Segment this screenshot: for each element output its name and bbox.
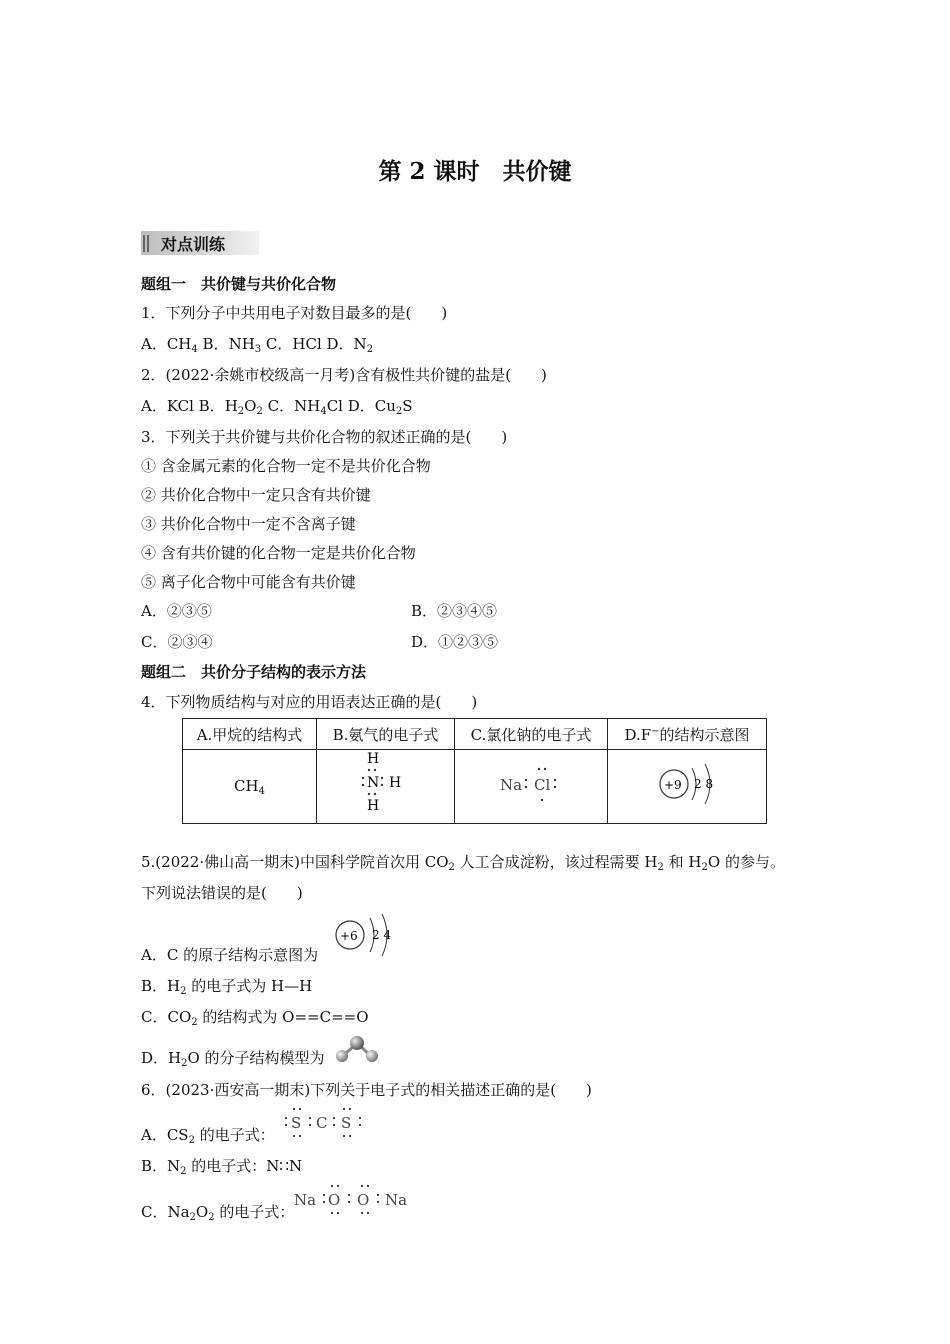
page-title: 第 2 课时 共价键 (378, 158, 572, 185)
question-4-table (182, 718, 767, 824)
svg-text:H: H (366, 798, 379, 814)
methane-formula: $CH_4$ (183, 750, 317, 824)
svg-text:O: O (357, 1191, 370, 1209)
question-6-option-c: C．$Na_2O_2$ 的电子式： (141, 1203, 295, 1223)
statement-3: ③ 共价化合物中一定不含离子键 (141, 515, 356, 533)
svg-text:Na: Na (385, 1191, 408, 1209)
svg-text:Cl: Cl (533, 776, 551, 794)
header-b: B.氨气的电子式 (317, 719, 455, 750)
statement-4: ④ 含有共价键的化合物一定是共价化合物 (141, 544, 416, 562)
question-5-option-d: D．$H_2O$ 的分子结构模型为 (141, 1049, 325, 1069)
section-badge-label: 对点训练 (161, 235, 226, 254)
question-1-options: A．$CH_4$ B．$NH_3$ C．HCl D．$N_2$ (141, 335, 374, 355)
question-4-stem: 4．下列物质结构与对应的用语表达正确的是( ) (141, 693, 478, 711)
svg-text:N: N (366, 775, 379, 791)
question-5-stem-line-2: 下列说法错误的是( ) (141, 884, 303, 902)
question-6-option-b: B．$N_2$ 的电子式：N∷N (141, 1157, 303, 1177)
svg-text:C: C (316, 1114, 328, 1132)
question-2-stem: 2．(2022·余姚市校级高一月考)含有极性共价键的盐是( ) (141, 366, 547, 384)
svg-text:S: S (291, 1114, 302, 1132)
group-heading-2: 题组二 共价分子结构的表示方法 (141, 663, 367, 681)
carbon-disulfide-electron-formula (280, 1104, 370, 1142)
fluoride-ion-structure-diagram (608, 750, 767, 824)
svg-text:2 8: 2 8 (694, 777, 714, 791)
question-3-stem: 3．下列关于共价键与共价化合物的叙述正确的是( ) (141, 428, 508, 446)
water-molecule-model-icon (333, 1034, 381, 1064)
header-c: C.氯化钠的电子式 (454, 719, 607, 750)
question-1-stem: 1．下列分子中共用电子对数目最多的是( ) (141, 304, 448, 322)
option-a: A．②③⑤ (141, 602, 212, 620)
statement-2: ② 共价化合物中一定只含有共价键 (141, 486, 371, 504)
svg-text:Na: Na (294, 1191, 317, 1209)
svg-text:Na: Na (499, 776, 523, 794)
svg-text:+9: +9 (664, 778, 682, 792)
option-c: C．②③④ (141, 633, 213, 651)
carbon-atom-structure-diagram (332, 910, 396, 960)
question-5-stem: 5.(2022·佛山高一期末)中国科学院首次用 $CO_2$ 人工合成淀粉，该过程需要 $H_2$ 和 $H_2O$ 的参与。 (141, 853, 785, 873)
svg-text:+6: +6 (340, 929, 358, 943)
statement-1: ① 含金属元素的化合物一定不是共价化合物 (141, 457, 431, 475)
section-badge (141, 231, 259, 255)
header-a: A.甲烷的结构式 (183, 719, 317, 750)
question-6-option-a: A．$CS_2$ 的电子式： (141, 1126, 275, 1146)
ammonia-electron-formula (317, 750, 455, 824)
question-6-stem: 6．(2023·西安高一期末)下列关于电子式的相关描述正确的是( ) (141, 1081, 592, 1099)
sodium-peroxide-electron-formula (290, 1182, 415, 1220)
question-2-options: A．KCl B．$H_2O_2$ C．$NH_4Cl$ D．$Cu_2S$ (141, 397, 413, 417)
group-heading-1: 题组一 共价键与共价化合物 (141, 275, 337, 293)
header-d: D.F−的结构示意图 (608, 719, 767, 750)
question-5-option-a: A．C 的原子结构示意图为 (141, 946, 319, 964)
question-5-option-b: B．$H_2$ 的电子式为 H—H (141, 977, 313, 997)
svg-text:H: H (366, 751, 379, 767)
svg-text:O: O (328, 1191, 341, 1209)
svg-text:S: S (341, 1114, 352, 1132)
option-b: B．②③④⑤ (411, 602, 498, 620)
option-d: D．①②③⑤ (411, 633, 499, 651)
svg-text:H: H (388, 775, 401, 791)
sodium-chloride-electron-formula (454, 750, 607, 824)
question-5-option-c: C．$CO_2$ 的结构式为 O==C==O (141, 1008, 369, 1028)
statement-5: ⑤ 离子化合物中可能含有共价键 (141, 573, 356, 591)
svg-text:2 4: 2 4 (372, 928, 392, 942)
